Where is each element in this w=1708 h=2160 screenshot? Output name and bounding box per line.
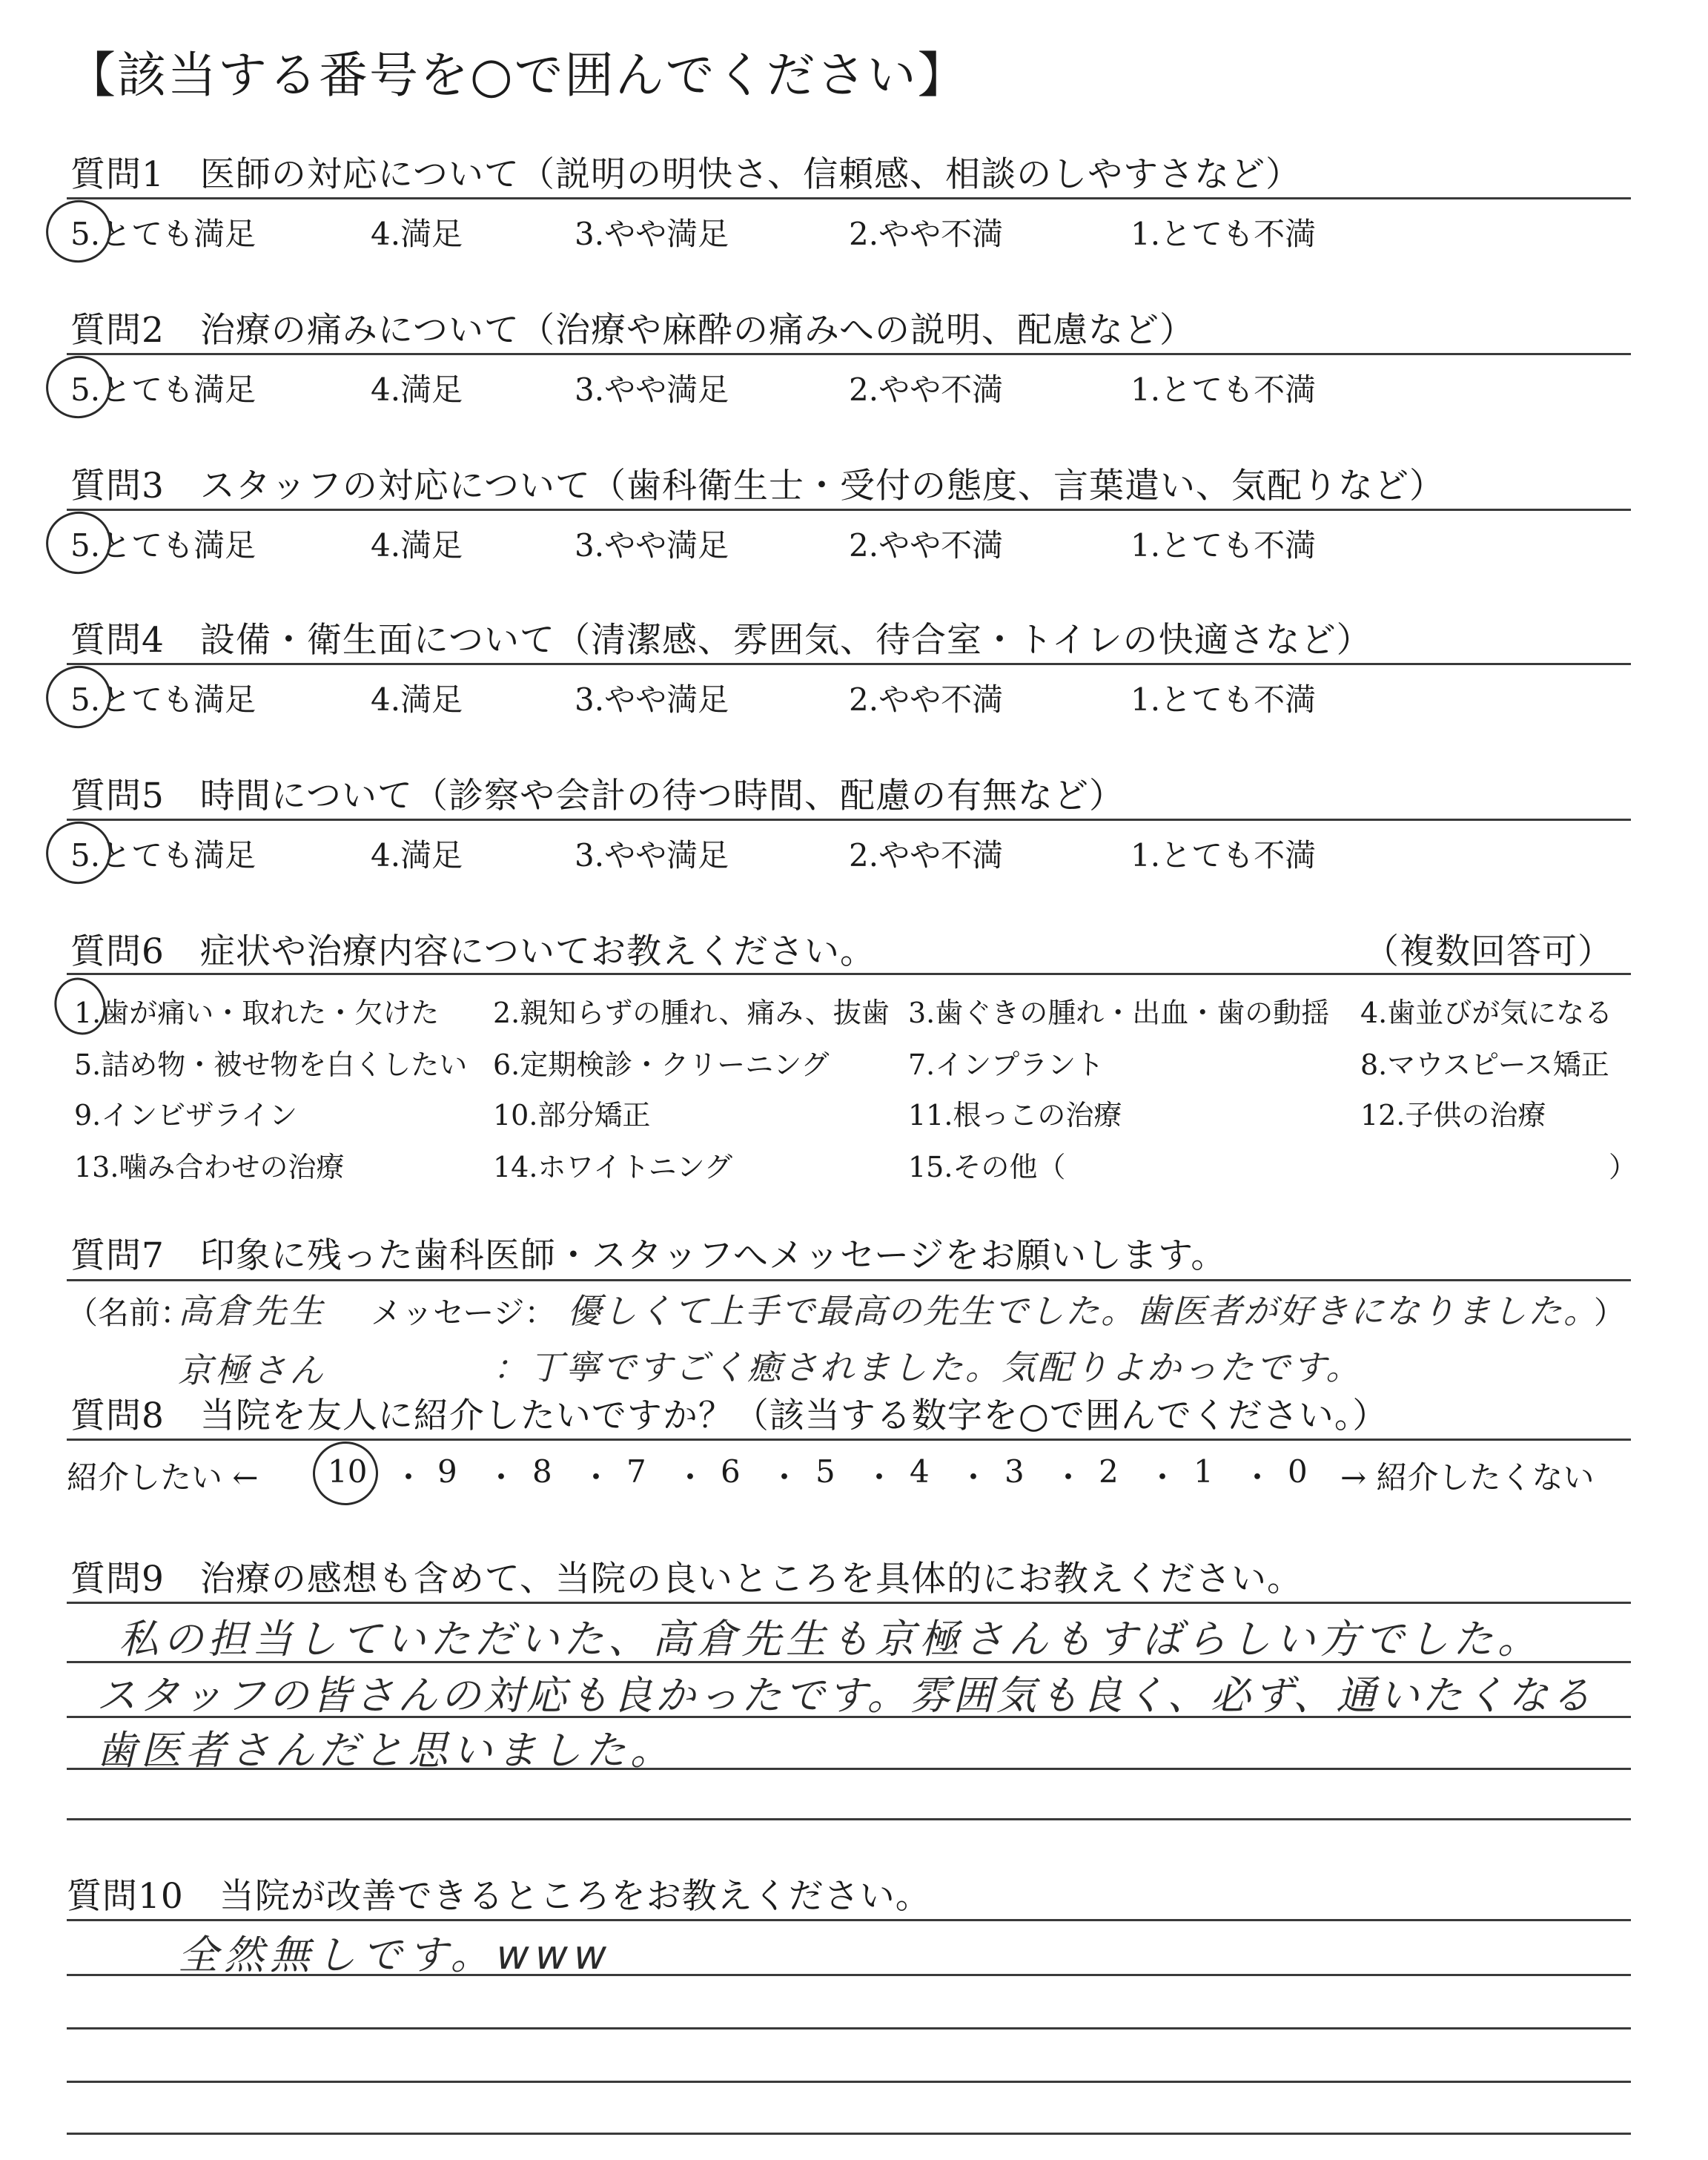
q8-scale-dot: ・ xyxy=(769,1459,801,1496)
q8-scale-2[interactable]: 2 xyxy=(1099,1453,1119,1490)
q6-option-1[interactable]: 1.歯が痛い・取れた・欠けた xyxy=(74,997,440,1029)
q2-option-3[interactable]: 3.やや満足 xyxy=(575,371,729,408)
q9-answer-line-1[interactable]: 私の担当していただいた、高倉先生も京極さんもすばらしい方でした。 xyxy=(119,1616,1542,1662)
q3-option-3[interactable]: 3.やや満足 xyxy=(575,527,729,564)
q1-option-3[interactable]: 3.やや満足 xyxy=(575,216,729,252)
q5-option-4[interactable]: 4.満足 xyxy=(371,837,463,873)
q8-scale-dot: ・ xyxy=(675,1459,706,1496)
q6-option-8[interactable]: 8.マウスピース矯正 xyxy=(1360,1048,1609,1081)
q8-right-label: → 紹介したくない xyxy=(1340,1459,1595,1496)
question-5-rule xyxy=(67,819,1631,821)
q6-option-3[interactable]: 3.歯ぐきの腫れ・出血・歯の動揺 xyxy=(908,997,1330,1029)
q6-option-2[interactable]: 2.親知らずの腫れ、痛み、抜歯 xyxy=(493,997,890,1029)
question-7-rule xyxy=(67,1279,1631,1281)
q6-option-15-close: ） xyxy=(1609,1151,1638,1183)
q3-option-4[interactable]: 4.満足 xyxy=(371,527,463,564)
q8-left-label: 紹介したい ← xyxy=(67,1459,259,1496)
question-8-rule xyxy=(67,1439,1631,1441)
q8-scale-dot: ・ xyxy=(958,1459,990,1496)
q1-option-4[interactable]: 4.満足 xyxy=(371,216,463,252)
q1-option-5[interactable]: 5.とても満足 xyxy=(70,216,256,252)
q8-scale-6[interactable]: 6 xyxy=(721,1453,741,1490)
q3-option-2[interactable]: 2.やや不満 xyxy=(849,527,1004,564)
q3-option-1[interactable]: 1.とても不満 xyxy=(1131,527,1317,564)
q2-selected-circle xyxy=(40,350,117,424)
q8-selected-circle xyxy=(310,1439,380,1507)
q4-option-1[interactable]: 1.とても不満 xyxy=(1131,681,1317,718)
q10-line-4 xyxy=(67,2081,1631,2083)
q5-option-3[interactable]: 3.やや満足 xyxy=(575,837,729,873)
question-5-title: 質問5 時間について（診察や会計の待つ時間、配慮の有無など） xyxy=(70,776,1125,816)
q6-option-5[interactable]: 5.詰め物・被せ物を白くしたい xyxy=(74,1048,468,1081)
q9-line-1 xyxy=(67,1602,1631,1604)
q9-line-5 xyxy=(67,1818,1631,1820)
q7-name-2[interactable]: 京極さん xyxy=(178,1350,326,1390)
q6-option-7[interactable]: 7.インプラント xyxy=(908,1048,1105,1081)
q8-scale-10[interactable]: 10 xyxy=(328,1453,368,1490)
q7-name-label: （名前： xyxy=(67,1295,192,1331)
question-1-rule xyxy=(67,197,1631,199)
question-2-title: 質問2 治療の痛みについて（治療や麻酔の痛みへの説明、配慮など） xyxy=(70,310,1196,351)
q1-selected-circle xyxy=(40,194,117,268)
q8-scale-8[interactable]: 8 xyxy=(532,1453,552,1490)
question-4-title: 質問4 設備・衛生面について（清潔感、雰囲気、待合室・トイレの快適さなど） xyxy=(70,620,1372,661)
q4-option-3[interactable]: 3.やや満足 xyxy=(575,681,729,718)
q3-option-5[interactable]: 5.とても満足 xyxy=(70,527,256,564)
question-10-title: 質問10 当院が改善できるところをお教えください。 xyxy=(67,1876,931,1917)
question-3-title: 質問3 スタッフの対応について（歯科衛生士・受付の態度、言葉遣い、気配りなど） xyxy=(70,466,1445,506)
question-3-rule xyxy=(67,509,1631,511)
q2-option-2[interactable]: 2.やや不満 xyxy=(849,371,1004,408)
question-8-title: 質問8 当院を友人に紹介したいですか？（該当する数字を○で囲んでください。） xyxy=(70,1396,1388,1436)
q8-scale-1[interactable]: 1 xyxy=(1194,1453,1214,1490)
q10-line-3 xyxy=(67,2027,1631,2029)
question-6-rule xyxy=(67,973,1631,975)
q7-message-1[interactable]: 優しくて上手で最高の先生でした。歯医者が好きになりました。 xyxy=(567,1291,1599,1331)
q1-option-1[interactable]: 1.とても不満 xyxy=(1131,216,1317,252)
q6-option-15[interactable]: 15.その他（ xyxy=(908,1151,1066,1183)
question-7-title: 質問7 印象に残った歯科医師・スタッフへメッセージをお願いします。 xyxy=(70,1235,1227,1276)
q5-option-1[interactable]: 1.とても不満 xyxy=(1131,837,1317,873)
q6-option-13[interactable]: 13.噛み合わせの治療 xyxy=(74,1151,345,1183)
q10-answer[interactable]: 全然無しです。www xyxy=(178,1932,613,1978)
q5-option-5[interactable]: 5.とても満足 xyxy=(70,837,256,873)
q7-message-label: メッセージ： xyxy=(371,1295,556,1331)
q6-option-11[interactable]: 11.根っこの治療 xyxy=(908,1099,1122,1132)
q10-line-1 xyxy=(67,1919,1631,1921)
question-1-title: 質問1 医師の対応について（説明の明快さ、信頼感、相談のしやすさなど） xyxy=(70,154,1302,195)
q4-option-5[interactable]: 5.とても満足 xyxy=(70,681,256,718)
q5-selected-circle xyxy=(40,816,117,890)
q9-answer-line-3[interactable]: 歯医者さんだと思いました。 xyxy=(96,1727,675,1774)
q8-scale-0[interactable]: 0 xyxy=(1288,1453,1308,1490)
q6-option-14[interactable]: 14.ホワイトニング xyxy=(493,1151,733,1183)
q8-scale-dot: ・ xyxy=(1147,1459,1179,1496)
q8-scale-3[interactable]: 3 xyxy=(1004,1453,1025,1490)
q4-option-2[interactable]: 2.やや不満 xyxy=(849,681,1004,718)
q8-scale-dot: ・ xyxy=(393,1459,425,1496)
q3-selected-circle xyxy=(40,506,117,580)
q8-scale-dot: ・ xyxy=(486,1459,517,1496)
q8-scale-dot: ・ xyxy=(1053,1459,1085,1496)
q6-option-9[interactable]: 9.インビザライン xyxy=(74,1099,298,1132)
q10-line-5 xyxy=(67,2133,1631,2135)
q8-scale-dot: ・ xyxy=(1242,1459,1274,1496)
q8-scale-4[interactable]: 4 xyxy=(910,1453,930,1490)
q6-option-4[interactable]: 4.歯並びが気になる xyxy=(1360,997,1613,1029)
q1-option-2[interactable]: 2.やや不満 xyxy=(849,216,1004,252)
q4-option-4[interactable]: 4.満足 xyxy=(371,681,463,718)
question-2-rule xyxy=(67,353,1631,355)
q2-option-4[interactable]: 4.満足 xyxy=(371,371,463,408)
q6-option-10[interactable]: 10.部分矯正 xyxy=(493,1099,651,1132)
q8-scale-9[interactable]: 9 xyxy=(437,1453,457,1490)
q8-scale-dot: ・ xyxy=(864,1459,896,1496)
q7-name-1[interactable]: 高倉先生 xyxy=(178,1291,326,1331)
q6-selected-circle xyxy=(47,971,114,1043)
q2-option-1[interactable]: 1.とても不満 xyxy=(1131,371,1317,408)
form-header: 【該当する番号を○で囲んでください】 xyxy=(67,47,968,104)
question-6-title: 質問6 症状や治療内容についてお教えください。 xyxy=(70,931,875,972)
question-6-note: （複数回答可） xyxy=(1364,931,1613,972)
q5-option-2[interactable]: 2.やや不満 xyxy=(849,837,1004,873)
q6-option-12[interactable]: 12.子供の治療 xyxy=(1360,1099,1546,1132)
q8-scale-7[interactable]: 7 xyxy=(626,1453,646,1490)
q7-message-2[interactable]: ：丁寧ですごく癒されました。気配りよかったです。 xyxy=(493,1347,1363,1387)
q4-selected-circle xyxy=(40,660,117,734)
question-9-title: 質問9 治療の感想も含めて、当院の良いところを具体的にお教えください。 xyxy=(70,1559,1302,1599)
q7-close-paren: ） xyxy=(1594,1295,1626,1331)
question-4-rule xyxy=(67,663,1631,665)
q9-answer-line-2[interactable]: スタッフの皆さんの対応も良かったです。雰囲気も良く、必ず、通いたくなる xyxy=(96,1672,1595,1719)
q8-scale-5[interactable]: 5 xyxy=(815,1453,835,1490)
q8-scale-dot: ・ xyxy=(580,1459,612,1496)
q6-option-6[interactable]: 6.定期検診・クリーニング xyxy=(493,1048,830,1081)
q2-option-5[interactable]: 5.とても満足 xyxy=(70,371,256,408)
